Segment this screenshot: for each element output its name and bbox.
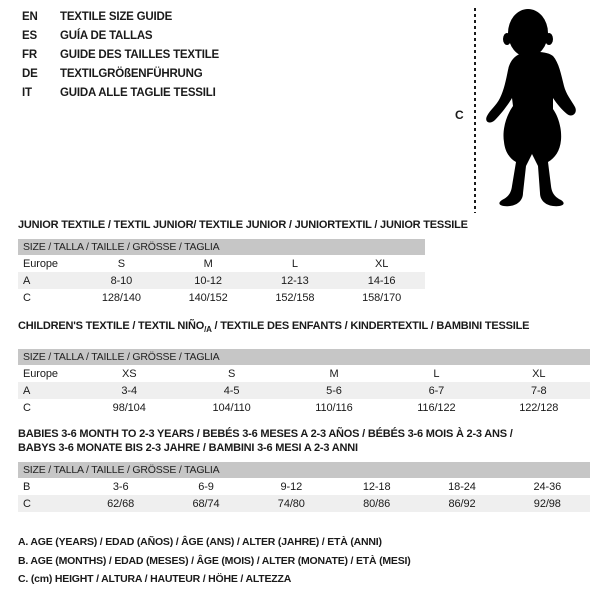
children-table-title xyxy=(18,320,590,336)
language-code: EN xyxy=(22,11,38,23)
footnote-c: C. (cm) HEIGHT / ALTURA / HAUTEUR / HÖHE / ALTEZZA xyxy=(18,573,292,585)
footnote-a: A. AGE (YEARS) / EDAD (AÑOS) / ÂGE (ANS) / ALTER (JAHRE) / ETÀ (ANNI) xyxy=(18,536,382,548)
table-cell: M xyxy=(203,257,213,270)
table-cell: L xyxy=(291,257,298,270)
table-cell: 3-4 xyxy=(121,384,137,397)
table-cell: A xyxy=(23,384,31,397)
language-code: FR xyxy=(22,49,37,61)
table-row xyxy=(18,272,425,289)
language-label: GUIDE DES TAILLES TEXTILE xyxy=(60,49,219,61)
table-cell: 140/152 xyxy=(188,291,228,304)
babies-size-header: SIZE / TALLA / TAILLE / GRÖSSE / TAGLIA xyxy=(18,462,590,478)
babies-table-title-line2: BABYS 3-6 MONATE BIS 2-3 JAHRE / BAMBINI 3-6 MESI A 2-3 ANNI xyxy=(18,442,358,454)
table-cell: 92/98 xyxy=(533,497,561,510)
table-cell: XS xyxy=(121,367,137,380)
table-cell: L xyxy=(433,367,440,380)
table-cell: 8-10 xyxy=(110,274,133,287)
table-row xyxy=(18,365,590,382)
baby-silhouette-icon xyxy=(482,6,600,211)
table-row xyxy=(18,399,590,416)
language-label: TEXTILGRÖßENFÜHRUNG xyxy=(60,68,203,80)
table-cell: B xyxy=(23,480,31,493)
language-label: GUIDA ALLE TAGLIE TESSILI xyxy=(60,87,216,99)
height-measure-dashed-line xyxy=(474,8,476,213)
title-text: / TEXTILE DES ENFANTS / KINDERTEXTIL / BAMBINI TESSILE xyxy=(211,320,530,332)
language-label: TEXTILE SIZE GUIDE xyxy=(60,11,173,23)
table-cell: 18-24 xyxy=(448,480,476,493)
table-row xyxy=(18,495,590,512)
table-row xyxy=(18,478,590,495)
table-cell: 6-9 xyxy=(198,480,214,493)
table-cell: 122/128 xyxy=(519,401,559,414)
table-cell: 3-6 xyxy=(112,480,129,493)
table-cell: Europe xyxy=(23,367,58,380)
table-cell: 98/104 xyxy=(112,401,146,414)
babies-table-title-line1: BABIES 3-6 MONTH TO 2-3 YEARS / BEBÉS 3-6 MESES A 2-3 AÑOS / BÉBÉS 3-6 MOIS À 2-3 ANS / xyxy=(18,428,513,440)
junior-size-header: SIZE / TALLA / TAILLE / GRÖSSE / TAGLIA xyxy=(18,239,425,255)
table-cell: 128/140 xyxy=(101,291,141,304)
table-cell: A xyxy=(23,274,31,287)
list-item xyxy=(22,84,219,103)
table-cell: 12-13 xyxy=(281,274,309,287)
table-cell: Europe xyxy=(23,257,58,270)
table-cell: XL xyxy=(374,257,389,270)
title-text: CHILDREN'S TEXTILE / TEXTIL NIÑO xyxy=(18,320,205,332)
table-cell: 74/80 xyxy=(277,497,305,510)
table-cell: 6-7 xyxy=(428,384,445,397)
table-cell: 104/110 xyxy=(212,401,251,414)
table-cell: C xyxy=(23,291,31,304)
list-item xyxy=(22,65,219,84)
table-cell: C xyxy=(23,497,31,510)
table-row xyxy=(18,289,425,306)
table-cell: 110/116 xyxy=(315,401,353,414)
language-code: DE xyxy=(22,68,38,80)
table-cell: C xyxy=(23,401,31,414)
footnotes xyxy=(18,533,411,589)
footnote-b: B. AGE (MONTHS) / EDAD (MESES) / ÂGE (MOIS) / ALTER (MONATE) / ETÀ (MESI) xyxy=(18,554,411,567)
table-cell: 10-12 xyxy=(194,274,222,287)
babies-section xyxy=(18,427,590,512)
list-item xyxy=(22,27,219,46)
table-row xyxy=(18,255,425,272)
table-cell: 152/158 xyxy=(275,291,315,304)
table-row xyxy=(18,382,590,399)
list-item xyxy=(22,8,219,27)
language-code: IT xyxy=(22,87,32,99)
table-cell: M xyxy=(329,367,339,380)
junior-section xyxy=(18,219,468,306)
language-list xyxy=(22,8,219,103)
babies-table xyxy=(18,478,590,512)
table-cell: 68/74 xyxy=(192,497,220,510)
table-cell: 4-5 xyxy=(223,384,240,397)
children-table xyxy=(18,365,590,416)
table-cell: 116/122 xyxy=(417,401,456,414)
title-subscript: /A xyxy=(204,325,212,335)
table-cell: 14-16 xyxy=(367,274,396,287)
language-code: ES xyxy=(22,30,37,42)
junior-table xyxy=(18,255,425,306)
table-cell: 7-8 xyxy=(530,384,547,397)
table-cell: 86/92 xyxy=(448,497,476,510)
list-item xyxy=(22,46,219,65)
children-section xyxy=(18,320,590,416)
language-label: GUÍA DE TALLAS xyxy=(60,30,153,42)
table-cell: S xyxy=(117,257,125,270)
table-cell: S xyxy=(227,367,236,380)
table-cell: 24-36 xyxy=(533,480,562,493)
table-cell: XL xyxy=(532,367,546,380)
junior-table-title: JUNIOR TEXTILE / TEXTIL JUNIOR/ TEXTILE JUNIOR / JUNIORTEXTIL / JUNIOR TESSILE xyxy=(18,219,468,231)
table-cell: 80/86 xyxy=(363,497,391,510)
table-cell: 62/68 xyxy=(107,497,135,510)
table-cell: 158/170 xyxy=(362,291,402,304)
table-cell: 12-18 xyxy=(362,480,391,493)
table-cell: 9-12 xyxy=(280,480,303,493)
children-size-header: SIZE / TALLA / TAILLE / GRÖSSE / TAGLIA xyxy=(18,349,590,365)
table-cell: 5-6 xyxy=(326,384,342,397)
height-measure-label: C xyxy=(455,108,464,122)
